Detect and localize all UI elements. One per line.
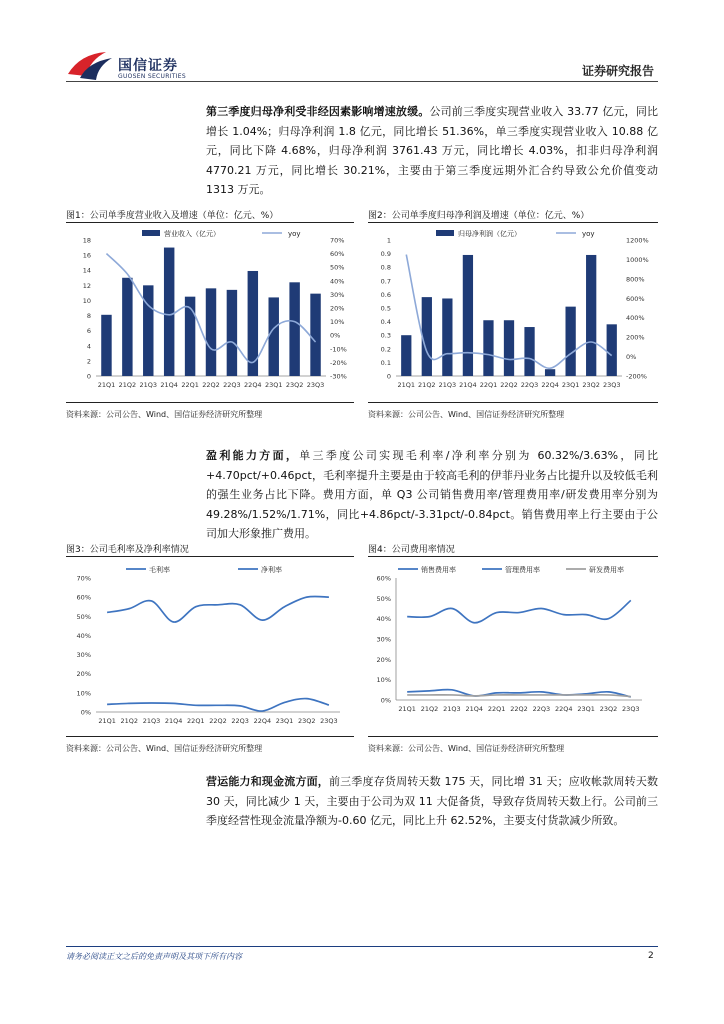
x-tick-label: 21Q1 [98,717,116,725]
y-right-tick-label: 0% [330,331,341,340]
fig3-chart [66,562,356,732]
bar [310,294,320,376]
y-left-tick-label: 6 [86,327,91,336]
y-tick-label: 60% [376,574,391,583]
y-left-tick-label: 0.1 [380,358,391,367]
series-line-2 [407,690,631,697]
y-left-tick-label: 1 [386,236,391,245]
y-left-tick-label: 0.8 [380,263,391,272]
fig4-chart [366,562,658,732]
series-line-3 [407,695,631,697]
footer-divider [66,946,658,947]
legend-swatch-bar [436,230,454,236]
bar [483,320,493,376]
footer-disclaimer: 请务必阅读正文之后的免责声明及其项下所有内容 [66,952,242,961]
fig1-source: 资料来源：公司公告、Wind、国信证券经济研究所整理 [66,410,263,419]
x-tick-label: 21Q2 [118,381,137,389]
y-left-tick-label: 0.7 [380,277,391,286]
y-left-tick-label: 0.5 [380,304,391,313]
x-tick-label: 21Q2 [120,717,139,725]
x-tick-label: 22Q3 [223,381,241,389]
fig4-source: 资料来源：公司公告、Wind、国信证券经济研究所整理 [368,744,565,753]
paragraph-1 [206,102,658,200]
y-right-tick-label: -200% [626,372,647,381]
x-tick-label: 22Q3 [520,381,539,389]
y-right-tick-label: -30% [330,372,347,381]
y-tick-label: 40% [376,615,391,624]
series-line-1 [107,596,329,622]
y-tick-label: 30% [376,635,391,644]
y-right-tick-label: 0% [626,353,637,362]
x-tick-label: 23Q2 [285,381,304,389]
paragraph-3-body: 前三季度存货周转天数 175 天，同比增 31 天；应收帐款周转天数 30 天，同比减少 1 天，主要由于公司为双 11 大促备货，导致存货周转天数上行。公司前三季度经营性现金流量净额为-0.60 亿元，同比上升 62.52%，主要支付货款减少所致。 [206,775,658,827]
y-tick-label: 30% [76,651,91,660]
y-right-tick-label: 1200% [626,236,649,245]
x-tick-label: 23Q1 [264,381,283,389]
x-tick-label: 22Q3 [532,705,551,713]
x-tick-label: 22Q1 [479,381,498,389]
x-tick-label: 21Q1 [397,381,416,389]
y-left-tick-label: 14 [82,266,91,275]
y-tick-label: 10% [376,676,391,685]
bar [463,255,473,376]
x-tick-label: 23Q1 [275,717,294,725]
bar [227,290,237,376]
legend-label-3: 研发费用率 [589,566,624,574]
y-right-tick-label: 600% [626,294,645,303]
bar [586,255,596,376]
y-left-tick-label: 0.3 [380,331,391,340]
bar [504,320,514,376]
legend-label-bar: 归母净利润（亿元） [458,230,521,238]
y-right-tick-label: 60% [330,250,345,259]
x-tick-label: 22Q2 [510,705,528,713]
bar [269,297,279,376]
fig3-title: 图3：公司毛利率及净利率情况 [66,545,189,555]
y-right-tick-label: 30% [330,290,345,299]
y-tick-label: 60% [76,593,91,602]
y-left-tick-label: 18 [82,236,91,245]
legend-swatch-bar [142,230,160,236]
legend-label-2: 净利率 [261,566,282,574]
bar [545,369,555,376]
paragraph-2-body: 单三季度公司实现毛利率/净利率分别为 60.32%/3.63%，同比 +4.70pct/+0.46pct，毛利率提升主要是由于较高毛利的伊菲丹业务占比提升以及较低毛利的强生业务占比下降。费用方面，单 Q3 公司销售费用率/管理费用率/研发费用率分别为 49.28%/1.52%/1.71%，同比+4.86pct/-3.31pct/-0.84pct。销售费用率上行主要由于公司加大形象推广费用。 [206,449,659,540]
x-tick-label: 22Q1 [487,705,506,713]
x-tick-label: 23Q1 [561,381,580,389]
x-tick-label: 22Q2 [202,381,220,389]
y-left-tick-label: 8 [86,312,91,321]
brand-name-en: GUOSEN SECURITIES [118,73,187,80]
x-tick-label: 22Q1 [181,381,199,389]
paragraph-1-body: 公司前三季度实现营业收入 33.77 亿元，同比增长 1.04%；归母净利润 1.8 亿元，同比增长 51.36%，单三季度实现营业收入 10.88 亿元，同比下降 4.68%，归母净利润 3761.43 万元，同比增长 4.03%，扣非归母净利润 4770.21 万元，同比增长 30.21%，主要由于第三季度远期外汇合约导致公允价值变动 1313 万元。 [206,105,659,196]
y-left-tick-label: 0.9 [380,250,391,259]
fig4-top-rule [368,556,658,557]
report-type: 证券研究报告 [581,64,654,78]
legend-label-1: 销售费用率 [421,566,456,574]
y-left-tick-label: 4 [86,342,91,351]
y-right-tick-label: 20% [330,304,345,313]
y-right-tick-label: 200% [626,333,645,342]
y-right-tick-label: 10% [330,318,345,327]
fig2-source: 资料来源：公司公告、Wind、国信证券经济研究所整理 [368,410,565,419]
y-tick-label: 50% [76,612,91,621]
bar [566,307,576,376]
fig1-top-rule [66,222,354,223]
x-tick-label: 22Q2 [209,717,227,725]
x-tick-label: 21Q2 [420,705,439,713]
bar [289,282,299,376]
legend-label-bar: 营业收入（亿元） [164,230,220,238]
x-tick-label: 22Q4 [244,381,262,389]
series-line-1 [407,600,631,622]
x-tick-label: 23Q3 [622,705,640,713]
series-line-2 [107,699,329,712]
y-left-tick-label: 10 [82,296,91,305]
x-tick-label: 23Q3 [602,381,621,389]
y-left-tick-label: 12 [82,281,91,290]
x-tick-label: 21Q3 [142,717,161,725]
bar [607,324,617,376]
fig2-title: 图2：公司单季度归母净利润及增速（单位：亿元、%） [368,211,590,221]
y-left-tick-label: 0 [386,372,391,381]
fig2-top-rule [368,222,658,223]
paragraph-2 [206,446,658,544]
y-right-tick-label: 50% [330,263,345,272]
fig1-bottom-rule [66,402,354,403]
paragraph-2-lead: 盈利能力方面， [206,449,300,462]
fig3-bottom-rule [66,736,354,737]
y-right-tick-label: 1000% [626,255,649,264]
fig4-title: 图4：公司费用率情况 [368,545,455,555]
fig4-bottom-rule [368,736,658,737]
paragraph-3-lead: 营运能力和现金流方面， [206,775,329,788]
y-right-tick-label: 400% [626,314,645,323]
x-tick-label: 22Q3 [231,717,249,725]
bar [101,315,111,376]
x-tick-label: 23Q3 [320,717,338,725]
y-left-tick-label: 0.4 [380,318,391,327]
x-tick-label: 21Q3 [139,381,158,389]
fig2-bottom-rule [368,402,658,403]
x-tick-label: 21Q4 [459,381,477,389]
y-tick-label: 50% [376,594,391,603]
y-tick-label: 70% [76,574,91,583]
x-tick-label: 21Q4 [465,705,484,713]
bar [524,327,534,376]
guosen-logo [66,50,116,82]
bar [401,335,411,376]
fig3-top-rule [66,556,354,557]
y-right-tick-label: -20% [330,358,347,367]
y-left-tick-label: 0.6 [380,290,391,299]
x-tick-label: 22Q1 [187,717,205,725]
y-left-tick-label: 0.2 [380,345,391,354]
paragraph-3 [206,772,658,831]
x-tick-label: 22Q2 [500,381,518,389]
fig2-chart [366,226,658,398]
x-tick-label: 21Q3 [438,381,457,389]
x-tick-label: 21Q4 [164,717,183,725]
x-tick-label: 21Q2 [418,381,436,389]
bar [143,285,153,376]
x-tick-label: 23Q2 [297,717,316,725]
fig1-chart [66,226,356,398]
x-tick-label: 21Q4 [160,381,178,389]
y-right-tick-label: 70% [330,236,345,245]
legend-label-1: 毛利率 [149,566,170,574]
x-tick-label: 22Q4 [554,705,573,713]
fig1-title: 图1：公司单季度营业收入及增速（单位：亿元、%） [66,211,279,221]
bar [164,248,174,376]
y-tick-label: 20% [376,655,391,664]
y-tick-label: 0% [80,708,91,717]
legend-label-line: yoy [288,230,301,238]
bar [122,278,132,376]
x-tick-label: 22Q4 [253,717,272,725]
header-divider [66,81,658,82]
bar [442,298,452,376]
x-tick-label: 22Q4 [541,381,559,389]
y-tick-label: 20% [76,670,91,679]
x-tick-label: 23Q2 [582,381,600,389]
x-tick-label: 21Q3 [443,705,461,713]
bar [206,288,216,376]
y-tick-label: 0% [380,696,391,705]
fig3-source: 资料来源：公司公告、Wind、国信证券经济研究所整理 [66,744,263,753]
paragraph-1-lead: 第三季度归母净利受非经因素影响增速放缓。 [206,105,430,118]
y-left-tick-label: 16 [82,251,91,260]
y-right-tick-label: -10% [330,345,347,354]
y-right-tick-label: 800% [626,275,645,284]
x-tick-label: 23Q2 [599,705,618,713]
x-tick-label: 21Q1 [398,705,416,713]
y-left-tick-label: 2 [86,357,91,366]
page-number: 2 [648,951,654,961]
y-right-tick-label: 40% [330,277,345,286]
x-tick-label: 23Q3 [306,381,325,389]
x-tick-label: 21Q1 [97,381,116,389]
legend-label-line: yoy [582,230,595,238]
y-tick-label: 40% [76,631,91,640]
x-tick-label: 23Q1 [577,705,595,713]
legend-label-2: 管理费用率 [505,566,540,574]
brand-name: 国信证券 [118,58,178,74]
y-left-tick-label: 0 [86,372,91,381]
y-tick-label: 10% [76,689,91,698]
